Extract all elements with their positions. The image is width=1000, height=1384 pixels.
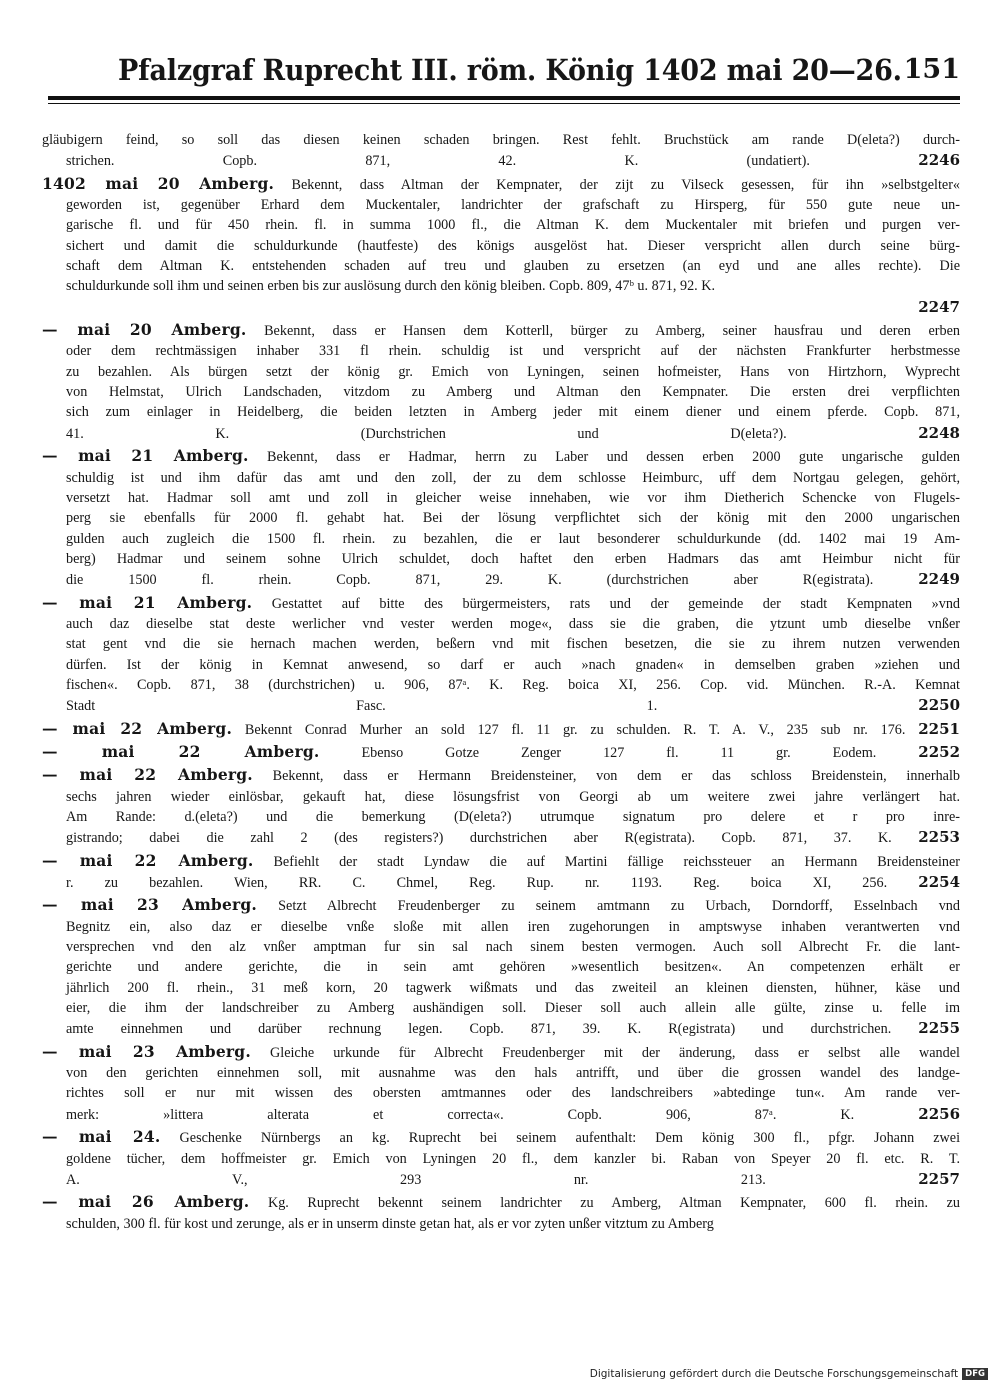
dfg-logo: DFG (962, 1368, 988, 1380)
text-line (42, 917, 960, 937)
text-line (42, 827, 960, 848)
entry-text: gistrando; dabei die zahl 2 (des registers?) durchstrichen aber R(egistrata). Copb. 871, 37. K. (66, 830, 892, 847)
text-line (42, 549, 960, 569)
entry-date-place: 1402 mai 20 Amberg. (42, 173, 275, 193)
entry-text: gläubigern feind, so soll das diesen keinen schaden bringen. Rest fehlt. Bruchstück am rande D(eleta?) durch- (42, 132, 960, 148)
entry-date-place: — mai 23 Amberg. (42, 1041, 251, 1061)
text-line (42, 872, 960, 893)
text-line (42, 998, 960, 1018)
text-line (42, 236, 960, 256)
regest-entry (42, 1127, 960, 1190)
text-line (42, 851, 960, 872)
entry-date-place: — mai 24. (42, 1127, 161, 1147)
entry-number: 2256 (918, 1104, 960, 1123)
entry-text: gulden auch zugleich die 1500 fl. rhein. zu bezahlen, die er laut besonderer schuldurkunde (dd. 1402 mai 19 Am- (66, 530, 960, 547)
text-line (42, 1083, 960, 1103)
entry-number: 2248 (918, 423, 960, 442)
entry-text: dürfen. Ist der könig in Kemnat anwesend, so darf er auch »nach gnaden« in demselben graben »ziehen und (66, 656, 960, 673)
entry-text: versetzt hat. Hadmar soll amt und zoll in gleicher weise innehaben, wie vor ihm Dietherich Schencke von Flugels- (66, 489, 960, 506)
entry-date-place: — mai 22 Amberg. (42, 718, 233, 738)
footer-credit (590, 1368, 988, 1380)
entry-text: sichert und damit die schuldurkunde (hautfeste) des königs ausgelöst hat. Dieser verspricht allen durch seine bürg- (66, 237, 960, 254)
entry-text: gerichte und andere gerichte, die in sein amt gehören »wesentlich besitzen«. An competenzen erhält er (66, 959, 960, 976)
regest-entry (42, 719, 960, 740)
entry-text: Setzt Albrecht Freudenberger zu seinem amtmann zu Urbach, Dorndorff, Esselnbach vnd (278, 898, 960, 915)
entry-text: 41. K. (Durchstrichen und D(eleta?). (66, 425, 787, 442)
entry-text: Bekennt, dass Altman der Kempnater, der zijt zu Vilseck gesessen, für ihn »selbstgelter« (291, 176, 960, 193)
text-line (42, 320, 960, 341)
entry-text: stat gent vnd die sie hernach machen werden, beßern vnd mit fischen besetzen, die sie zu ihrem nutzen verwenden (66, 636, 960, 653)
text-line (42, 1192, 960, 1213)
entry-text: jährlich 200 fl. rhein., 31 meß korn, 20 tagwerk wißmats und das zweiteil an kleinen diensten, hühner, käse und (66, 979, 960, 996)
text-line (42, 423, 960, 444)
entry-text: goldene tücher, dem hoffmeister gr. Emich von Lyningen 20 fl., dem kanzler bi. Raban von Speyer 20 fl. etc. R. T. (66, 1150, 960, 1167)
text-line (42, 1063, 960, 1083)
entry-text: Begnitz ein, also daz er dieselbe vnße sloße mit allen iren zugehorungen in amptswyse inhaben verantwerten vnd (66, 918, 960, 935)
regest-entry (42, 1042, 960, 1125)
entry-number: 2247 (918, 297, 960, 316)
header-rule-thick (48, 96, 960, 100)
entry-date-place: — mai 22 Amberg. (42, 741, 320, 761)
regest-entry (42, 174, 960, 318)
text-line (42, 695, 960, 716)
entry-text: richtes soll er nur mit wissen des obersten amtmannes oder des landschreibers »abtedinge tun«. Am rande ver- (66, 1085, 960, 1102)
page-number: 151 (903, 54, 960, 85)
text-line (42, 362, 960, 382)
text-line (42, 655, 960, 675)
entry-text: Geschenke Nürnbergs an kg. Ruprecht bei seinem aufenthalt: Dem könig 300 fl., pfgr. Johann zwei (179, 1130, 960, 1147)
page-header (118, 50, 960, 98)
entry-text: geworden ist, gegenüber Erhard dem Muckentaler, landrichter der grafschaft zu Hirsperg, für 550 gute neue un- (66, 197, 960, 214)
entry-text: von den gerichten einnehmen soll, mit ausnahme was den hals antrifft, und über die grossen wandel des landge- (66, 1065, 960, 1082)
regest-entry (42, 1192, 960, 1234)
entry-text: Bekennt Conrad Murher an sold 127 fl. 11 gr. zu schulden. R. T. A. V., 235 sub nr. 176. (244, 721, 906, 738)
regest-entry (42, 895, 960, 1039)
entry-text: schuldig ist und ihm dafür das amt und den zoll, der zu dem schlosse Heimburc, uff dem Nortgau gelegen, gehört, (66, 469, 960, 486)
entry-number: 2251 (918, 719, 960, 738)
entry-number: 2254 (918, 873, 960, 892)
text-line (42, 1149, 960, 1169)
entry-date-place: — mai 22 Amberg. (42, 765, 253, 785)
entry-text: schulden, 300 fl. für kost und zerunge, als er in unserm dinste getan hat, als er vor zyten unßer vitztum zu Amberg (66, 1215, 714, 1232)
entry-date-place: — mai 20 Amberg. (42, 320, 247, 340)
entry-text: zu bezahlen. Als bürgen setzt der könig gr. Emich von Lyningen, seinen hofmeister, Hans von Hirtzhorn, Wyprecht (66, 363, 960, 380)
text-line (42, 634, 960, 654)
entry-text: oder dem rechtmässigen inhaber 331 fl rhein. schuldig ist und verspricht auf der nächsten Frankfurter herbstmesse (66, 343, 960, 360)
document-body (42, 130, 960, 1234)
entry-text: schaft dem Altman K. entstehenden schaden auf treu und glauben zu ersetzen (an eyd und ane alles rechte). Die (66, 258, 960, 275)
entry-text: Gleiche urkunde für Albrecht Freudenberger mit der änderung, dass er selbst alle wandel (270, 1044, 960, 1061)
regest-entry (42, 742, 960, 763)
entry-number: 2246 (918, 151, 960, 170)
regest-entry (42, 130, 960, 172)
entry-number-line (42, 297, 960, 318)
text-line (42, 382, 960, 402)
entry-number: 2249 (918, 570, 960, 589)
entry-text: eier, die ihm der landschreiber zu Amberg aushändigen soll. Dieser soll auch allein alle gülte, zinse u. felle im (66, 1000, 960, 1017)
entry-date-place: — mai 21 Amberg. (42, 446, 249, 466)
entry-text: Befiehlt der stadt Lyndaw die auf Martini fällige reichssteuer an Hermann Breidensteiner (273, 853, 960, 870)
entry-text: garische fl. und für 450 rhein. fl. in summa 1000 fl., die Altman K. dem Muckentaler mit briefen und purgen ver- (66, 217, 960, 234)
entry-text: Stadt Fasc. 1. (66, 698, 658, 715)
text-line (42, 468, 960, 488)
entry-text: auch daz dieselbe stat deste werlicher vnd vester werden moge«, dass sie die graben, die ytzunt umb dieselbe vnßer (66, 615, 960, 632)
text-line (42, 130, 960, 150)
text-line (42, 719, 960, 740)
text-line (42, 765, 960, 786)
page-title: Pfalzgraf Ruprecht III. röm. König 1402 mai 20—26. (118, 53, 902, 87)
entry-text: A. V., 293 nr. 213. (66, 1171, 766, 1188)
entry-text: sechs jahren wieder einlösbar, gekauft hat, diese lösungsfrist von Georgi ab um weitere zwei jahre verlängert hat. (66, 788, 960, 805)
entry-text: berg) Hadmar und seinem sohne Ulrich schuldet, doch haftet den erben Hadmars das amt Heimbur nicht für (66, 550, 960, 567)
entry-text: Ebenso Gotze Zenger 127 fl. 11 gr. Eodem. (361, 744, 877, 761)
entry-text: schuldurkunde soll ihm und seinen erben bis zur auslösung durch den könig bleiben. Copb. 809, 47ᵇ u. 871, 92. K. (66, 278, 716, 295)
text-line (42, 1104, 960, 1125)
regest-entry (42, 446, 960, 590)
entry-text: Gestattet auf bitte des bürgermeisters, rats und der gemeinde der stadt Kempnaten »vnd (271, 595, 960, 612)
text-line (42, 1214, 960, 1234)
text-line (42, 402, 960, 422)
footer-text: Digitalisierung gefördert durch die Deutsche Forschungsgemeinschaft (589, 1368, 959, 1380)
entry-text: Bekennt, dass er Hadmar, herrn zu Laber und dessen erben 2000 gute ungarische gulden (266, 449, 960, 466)
regest-entry (42, 320, 960, 444)
entry-number: 2250 (918, 696, 960, 715)
text-line (42, 341, 960, 361)
text-line (42, 215, 960, 235)
entry-text: merk: »littera alterata et correcta«. Copb. 906, 87ᵃ. K. (66, 1106, 855, 1123)
text-line (42, 276, 960, 296)
entry-text: fischen«. Copb. 871, 38 (durchstrichen) u. 906, 87ᵃ. K. Reg. boica XI, 256. Cop. vid. München. R.-A. Kemnat (66, 676, 960, 693)
text-line (42, 446, 960, 467)
text-line (42, 174, 960, 195)
entry-date-place: — mai 23 Amberg. (42, 895, 258, 915)
text-line (42, 807, 960, 827)
entry-text: amte einnehmen und darüber rechnung legen. Copb. 871, 39. K. R(egistrata) und durchstrichen. (66, 1021, 892, 1038)
text-line (42, 569, 960, 590)
text-line (42, 978, 960, 998)
entry-text: strichen. Copb. 871, 42. K. (undatiert). (66, 153, 810, 170)
entry-number: 2255 (918, 1019, 960, 1038)
entry-date-place: — mai 21 Amberg. (42, 592, 253, 612)
entry-date-place: — mai 26 Amberg. (42, 1192, 250, 1212)
entry-text: Bekennt, dass er Hermann Breidensteiner, von dem er das schloss Breidenstein, innerhalb (272, 768, 960, 785)
entry-number: 2257 (918, 1169, 960, 1188)
text-line (42, 508, 960, 528)
text-line (42, 529, 960, 549)
text-line (42, 675, 960, 695)
regest-entry (42, 765, 960, 848)
text-line (42, 593, 960, 614)
text-line (42, 1127, 960, 1148)
text-line (42, 1042, 960, 1063)
entry-number: 2252 (918, 742, 960, 761)
text-line (42, 787, 960, 807)
text-line (42, 895, 960, 916)
entry-text: r. zu bezahlen. Wien, RR. C. Chmel, Reg. Rup. nr. 1193. Reg. boica XI, 256. (66, 875, 888, 892)
text-line (42, 256, 960, 276)
regest-entry (42, 851, 960, 894)
entry-text: Kg. Ruprecht bekennt seinem landrichter zu Amberg, Altman Kempnater, 600 fl. rhein. zu (267, 1195, 960, 1212)
text-line (42, 614, 960, 634)
entry-number: 2253 (918, 828, 960, 847)
text-line (42, 150, 960, 171)
entry-text: Bekennt, dass er Hansen dem Kotterll, bürger zu Amberg, seiner hausfrau und deren erben (264, 323, 960, 340)
entry-date-place: — mai 22 Amberg. (42, 850, 254, 870)
entry-text: perg sie ebenfalls für 2000 fl. gehabt hat. Bei der lösung verpflichtet sich der könig mit den 2000 ungarischen (66, 510, 960, 527)
entry-text: sich zum einlager in Heidelberg, die beiden letzten in Amberg jeder mit einem diener und einem pferde. Copb. 871, (66, 404, 960, 421)
text-line (42, 1018, 960, 1039)
text-line (42, 1169, 960, 1190)
text-line (42, 957, 960, 977)
text-line (42, 195, 960, 215)
entry-text: Am Rande: d.(eleta?) und die bemerkung (D(eleta?) utrumque signatum pro delere et r pro inre- (66, 809, 960, 825)
regest-entry (42, 593, 960, 717)
text-line (42, 742, 960, 763)
entry-text: versprechen vnd den alz vnßer amptman fur sin sal nach sinem besten vermogen. Auch soll Albrecht Fr. die lant- (66, 939, 960, 956)
text-line (42, 937, 960, 957)
entry-text: die 1500 fl. rhein. Copb. 871, 29. K. (durchstrichen aber R(egistrata). (66, 572, 874, 589)
entry-text: von Helmstat, Ulrich Landschaden, vitzdom zu Amberg und Altman den Kempnater. Die ersten drei verpflichten (66, 384, 960, 401)
text-line (42, 488, 960, 508)
header-rule-thin (48, 103, 960, 104)
